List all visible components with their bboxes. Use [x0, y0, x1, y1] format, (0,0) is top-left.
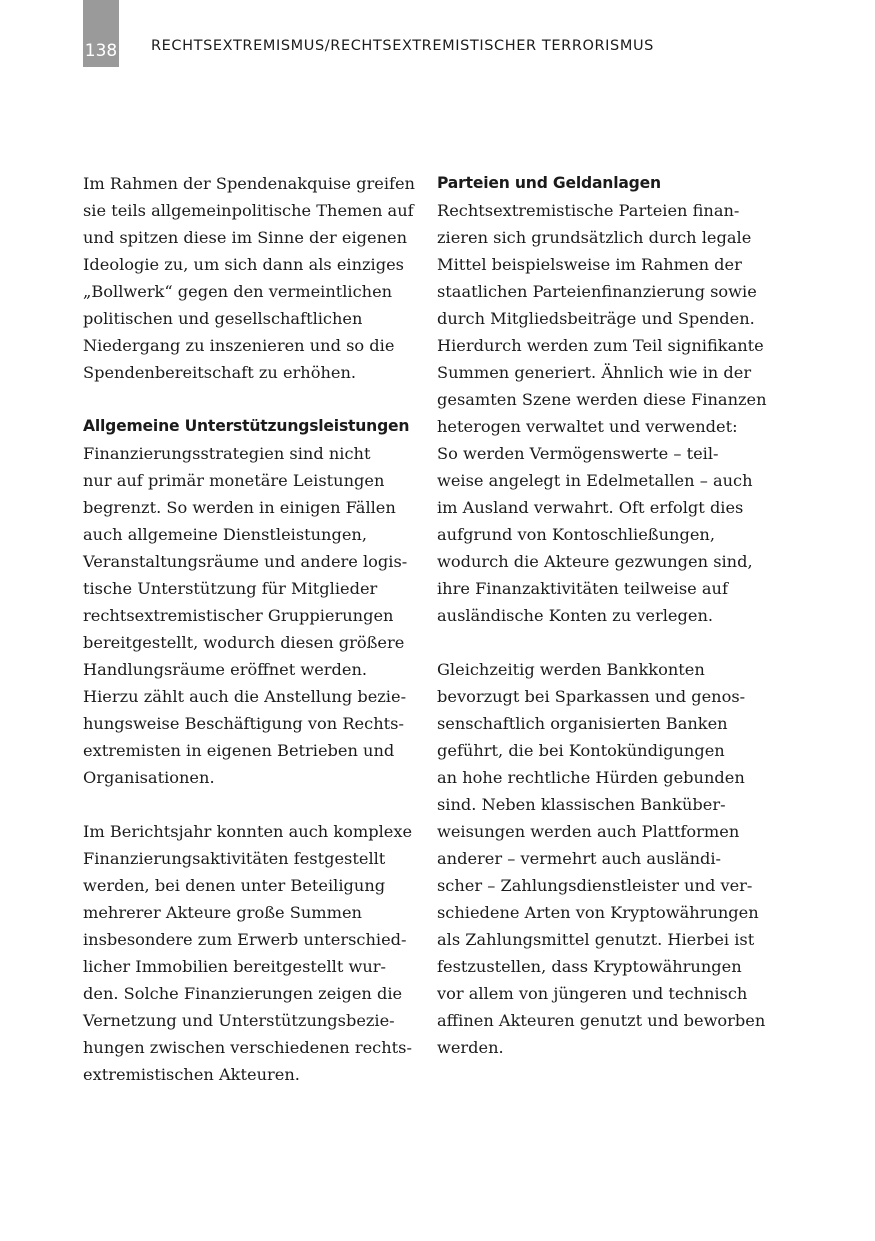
- text-line: licher Immobilien bereitgestellt wur-: [83, 957, 386, 976]
- text-line: geführt, die bei Kontokündigungen: [437, 741, 725, 760]
- page-number-tab: [83, 0, 119, 67]
- text-line: werden, bei denen unter Beteiligung: [83, 876, 386, 895]
- text-line: anderer – vermehrt auch ausländi-: [437, 849, 722, 868]
- text-line: rechtsextremistischer Gruppierungen: [83, 606, 394, 625]
- text-line: hungen zwischen verschiedenen rechts-: [83, 1038, 412, 1057]
- text-line: So werden Vermögenswerte – teil-: [437, 444, 719, 463]
- text-line: politischen und gesellschaftlichen: [83, 309, 363, 328]
- text-line: Mittel beispielsweise im Rahmen der: [437, 255, 742, 274]
- intro-paragraph: [83, 170, 413, 386]
- text-line: Rechtsextremistische Parteien finan-: [437, 201, 740, 220]
- text-line: senschaftlich organisierten Banken: [437, 714, 728, 733]
- text-line: tische Unterstützung für Mitglieder: [83, 579, 378, 598]
- text-line: Im Berichtsjahr konnten auch komplexe: [83, 822, 413, 841]
- text-line: sie teils allgemeinpolitische Themen auf: [83, 201, 414, 220]
- text-line: ausländische Konten zu verlegen.: [437, 606, 714, 625]
- text-line: Hierdurch werden zum Teil signifikante: [437, 336, 764, 355]
- text-line: als Zahlungsmittel genutzt. Hierbei ist: [437, 930, 755, 949]
- text-line: hungsweise Beschäftigung von Rechts-: [83, 714, 404, 733]
- text-line: Vernetzung und Unterstützungsbezie-: [83, 1011, 395, 1030]
- section-heading-parteien: Parteien und Geldanlagen: [437, 174, 661, 192]
- text-line: Hierzu zählt auch die Anstellung bezie-: [83, 687, 407, 706]
- text-line: insbesondere zum Erwerb unterschied-: [83, 930, 407, 949]
- text-line: aufgrund von Kontoschließungen,: [437, 525, 715, 544]
- text-line: Niedergang zu inszenieren und so die: [83, 336, 395, 355]
- text-line: schiedene Arten von Kryptowährungen: [437, 903, 759, 922]
- text-line: Veranstaltungsräume und andere logis-: [83, 552, 408, 571]
- text-line: extremistischen Akteuren.: [83, 1065, 300, 1084]
- text-line: scher – Zahlungsdienstleister und ver-: [437, 876, 753, 895]
- text-line: extremisten in eigenen Betrieben und: [83, 741, 395, 760]
- text-line: zieren sich grundsätzlich durch legale: [437, 228, 752, 247]
- text-line: bevorzugt bei Sparkassen und genos-: [437, 687, 746, 706]
- text-line: sind. Neben klassischen Banküber-: [437, 795, 726, 814]
- text-line: auch allgemeine Dienstleistungen,: [83, 525, 368, 544]
- running-header-title: RECHTSEXTREMISMUS/RECHTSEXTREMISTISCHER TERRORISMUS: [151, 38, 654, 54]
- page-number: 138: [84, 41, 118, 61]
- section-heading-unterstuetzung: Allgemeine Unterstützungsleistungen: [83, 417, 410, 435]
- text-line: wodurch die Akteure gezwungen sind,: [437, 552, 753, 571]
- text-line: festzustellen, dass Kryptowährungen: [437, 957, 742, 976]
- text-line: nur auf primär monetäre Leistungen: [83, 471, 385, 490]
- text-line: weise angelegt in Edelmetallen – auch: [437, 471, 753, 490]
- text-line: ihre Finanzaktivitäten teilweise auf: [437, 579, 728, 598]
- bankkonten-paragraph: [437, 656, 767, 1061]
- text-line: Finanzierungsstrategien sind nicht: [83, 444, 371, 463]
- text-line: staatlichen Parteienfinanzierung sowie: [437, 282, 757, 301]
- text-line: gesamten Szene werden diese Finanzen: [437, 390, 767, 409]
- left-column: [83, 170, 413, 1088]
- unterstuetzung-paragraph: [83, 440, 413, 791]
- parteien-paragraph: [437, 197, 767, 629]
- text-line: Gleichzeitig werden Bankkonten: [437, 660, 705, 679]
- text-line: affinen Akteuren genutzt und beworben: [437, 1011, 766, 1030]
- text-line: Im Rahmen der Spendenakquise greifen: [83, 174, 415, 193]
- text-line: Handlungsräume eröffnet werden.: [83, 660, 368, 679]
- text-line: Ideologie zu, um sich dann als einziges: [83, 255, 404, 274]
- text-line: Spendenbereitschaft zu erhöhen.: [83, 363, 357, 382]
- text-line: durch Mitgliedsbeiträge und Spenden.: [437, 309, 755, 328]
- text-line: Summen generiert. Ähnlich wie in der: [437, 363, 752, 382]
- text-line: vor allem von jüngeren und technisch: [437, 984, 748, 1003]
- text-line: mehrerer Akteure große Summen: [83, 903, 362, 922]
- text-line: im Ausland verwahrt. Oft erfolgt dies: [437, 498, 744, 517]
- text-line: Organisationen.: [83, 768, 215, 787]
- text-line: weisungen werden auch Plattformen: [437, 822, 740, 841]
- finanzierung-paragraph: [83, 818, 413, 1088]
- text-line: und spitzen diese im Sinne der eigenen: [83, 228, 408, 247]
- text-line: an hohe rechtliche Hürden gebunden: [437, 768, 745, 787]
- text-line: „Bollwerk“ gegen den vermeintlichen: [83, 282, 393, 301]
- text-line: begrenzt. So werden in einigen Fällen: [83, 498, 396, 517]
- text-line: den. Solche Finanzierungen zeigen die: [83, 984, 403, 1003]
- text-line: Finanzierungsaktivitäten festgestellt: [83, 849, 386, 868]
- right-column: [437, 170, 767, 1061]
- text-line: bereitgestellt, wodurch diesen größere: [83, 633, 405, 652]
- text-line: heterogen verwaltet und verwendet:: [437, 417, 738, 436]
- text-line: werden.: [437, 1038, 504, 1057]
